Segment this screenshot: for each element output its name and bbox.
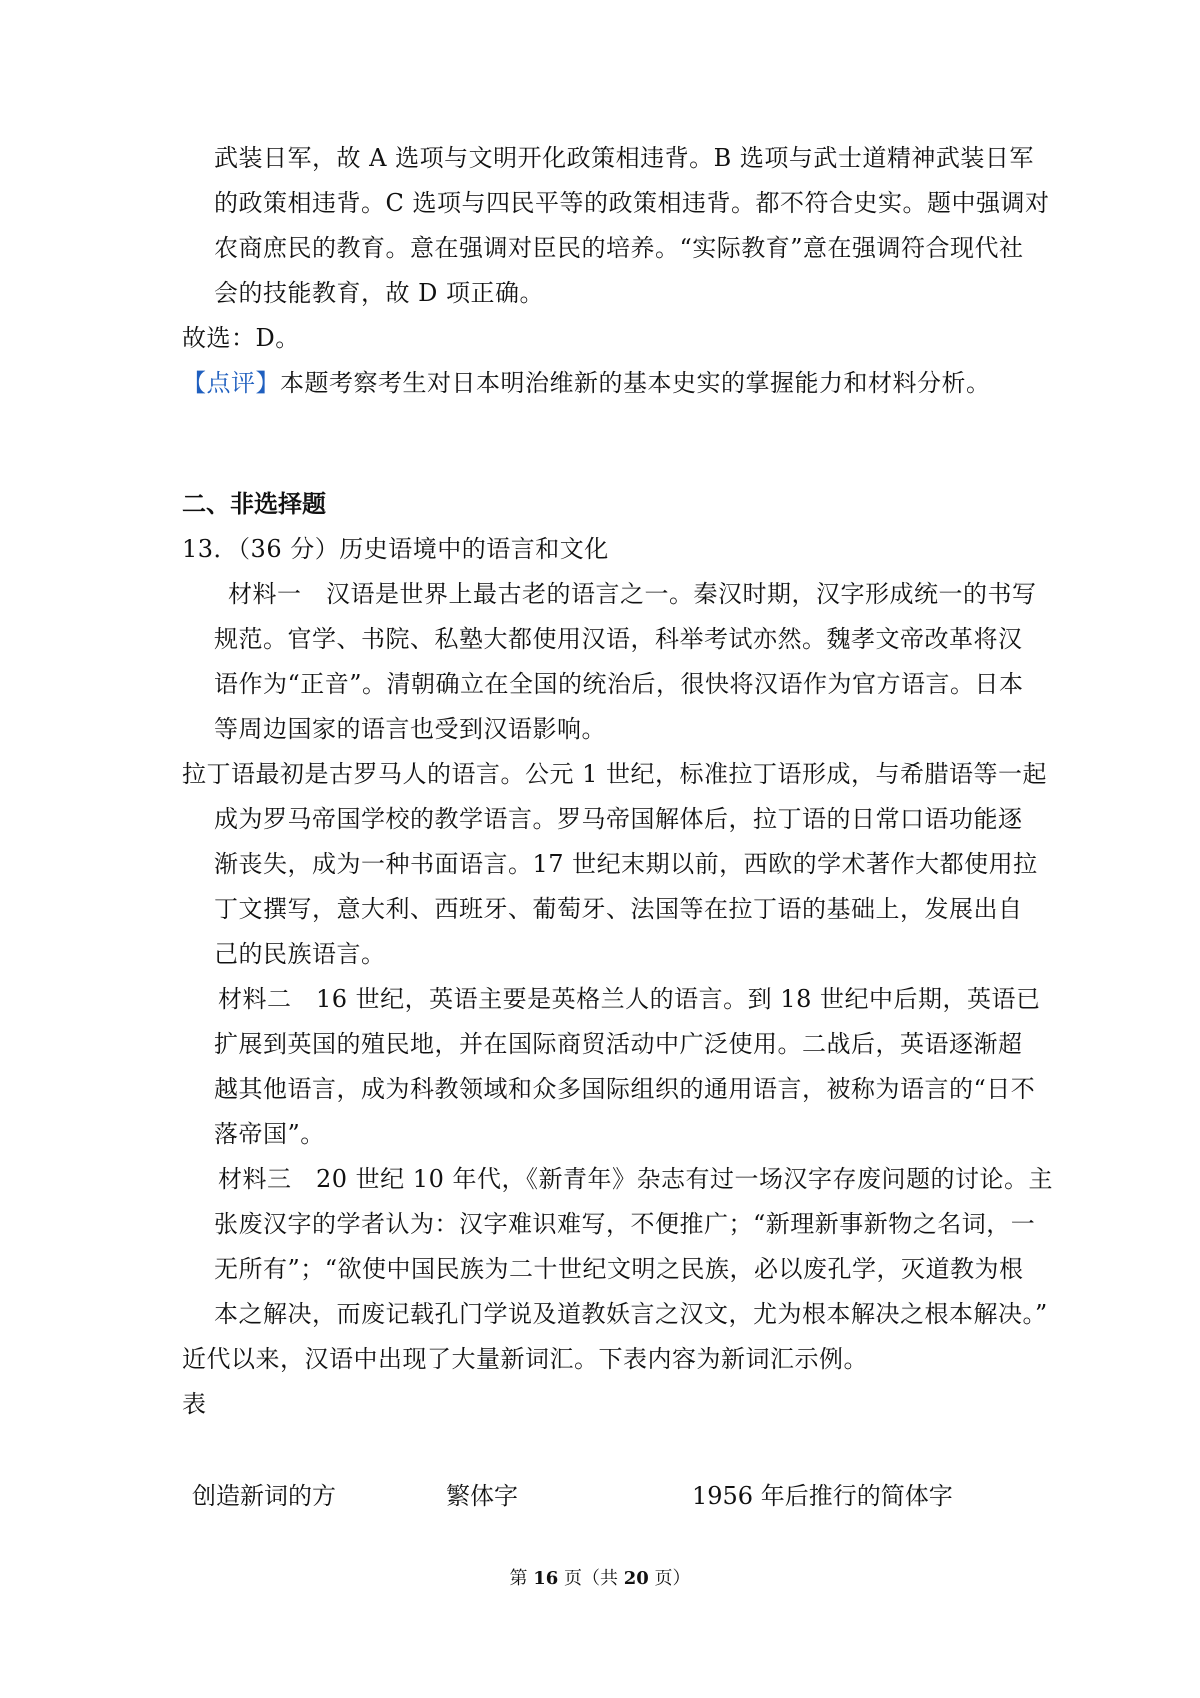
- latin-line: 丁文撰写，意大利、西班牙、葡萄牙、法国等在拉丁语的基础上，发展出自: [214, 895, 1023, 923]
- footer-page-number: 16: [533, 1568, 559, 1589]
- footer-total-pages: 20: [623, 1568, 649, 1589]
- material2-line: 材料二 16 世纪，英语主要是英格兰人的语言。到 18 世纪中后期，英语已: [218, 985, 1041, 1013]
- footer-prefix: 第: [509, 1568, 534, 1589]
- comment-text: 本题考察考生对日本明治维新的基本史实的掌握能力和材料分析。: [280, 369, 991, 397]
- answer-line: 故选：D。: [182, 324, 300, 352]
- footer-middle: 页（共: [558, 1568, 624, 1589]
- modern-vocab-line: 近代以来，汉语中出现了大量新词汇。下表内容为新词汇示例。: [182, 1345, 868, 1373]
- comment-tag: 【点评】: [182, 369, 280, 397]
- material3-line: 无所有”；“欲使中国民族为二十世纪文明之民族，必以废孔学，灭道教为根: [214, 1255, 1024, 1283]
- question-topic: 历史语境中的语言和文化: [339, 535, 609, 563]
- latin-line: 渐丧失，成为一种书面语言。17 世纪末期以前，西欧的学术著作大都使用拉: [214, 850, 1038, 878]
- page-footer: [0, 1566, 1200, 1592]
- material2-line: 越其他语言，成为科教领域和众多国际组织的通用语言，被称为语言的“日不: [214, 1075, 1036, 1103]
- footer-suffix: 页）: [648, 1568, 691, 1589]
- analysis-line: 会的技能教育，故 D 项正确。: [214, 279, 544, 307]
- question-score: （36 分）: [238, 535, 340, 563]
- material2-line: 落帝国”。: [214, 1120, 325, 1148]
- comment-line: [182, 366, 991, 400]
- analysis-line: 武装日军，故 A 选项与文明开化政策相违背。B 选项与武士道精神武装日军: [214, 144, 1034, 172]
- table-header-cell: 创造新词的方: [192, 1482, 336, 1510]
- material1-line: 语作为“正音”。清朝确立在全国的统治后，很快将汉语作为官方语言。日本: [214, 670, 1024, 698]
- latin-line: 拉丁语最初是古罗马人的语言。公元 1 世纪，标准拉丁语形成，与希腊语等一起: [182, 760, 1048, 788]
- analysis-line: 的政策相违背。C 选项与四民平等的政策相违背。都不符合史实。题中强调对: [214, 189, 1050, 217]
- analysis-line: 农商庶民的教育。意在强调对臣民的培养。“实际教育”意在强调符合现代社: [214, 234, 1024, 262]
- material3-line: 材料三 20 世纪 10 年代，《新青年》杂志有过一场汉字存废问题的讨论。主: [218, 1165, 1053, 1193]
- table-header-cell: 繁体字: [446, 1482, 518, 1510]
- material3-line: 张废汉字的学者认为：汉字难识难写，不便推广；“新理新事新物之名词，一: [214, 1210, 1036, 1238]
- latin-line: 己的民族语言。: [214, 940, 386, 968]
- material3-line: 本之解决，而废记载孔门学说及道教妖言之汉文，尤为根本解决之根本解决。”: [214, 1300, 1048, 1328]
- material1-line: 材料一 汉语是世界上最古老的语言之一。秦汉时期，汉字形成统一的书写: [228, 580, 1037, 608]
- latin-line: 成为罗马帝国学校的教学语言。罗马帝国解体后，拉丁语的日常口语功能逐: [214, 805, 1023, 833]
- section-heading: 二、非选择题: [182, 490, 326, 518]
- table-header-cell: 1956 年后推行的简体字: [692, 1482, 953, 1510]
- material1-line: 等周边国家的语言也受到汉语影响。: [214, 715, 606, 743]
- table-label: 表: [182, 1390, 207, 1418]
- question-number: 13．: [182, 535, 239, 563]
- material2-line: 扩展到英国的殖民地，并在国际商贸活动中广泛使用。二战后，英语逐渐超: [214, 1030, 1023, 1058]
- question-title: [182, 532, 609, 566]
- material1-line: 规范。官学、书院、私塾大都使用汉语，科举考试亦然。魏孝文帝改革将汉: [214, 625, 1023, 653]
